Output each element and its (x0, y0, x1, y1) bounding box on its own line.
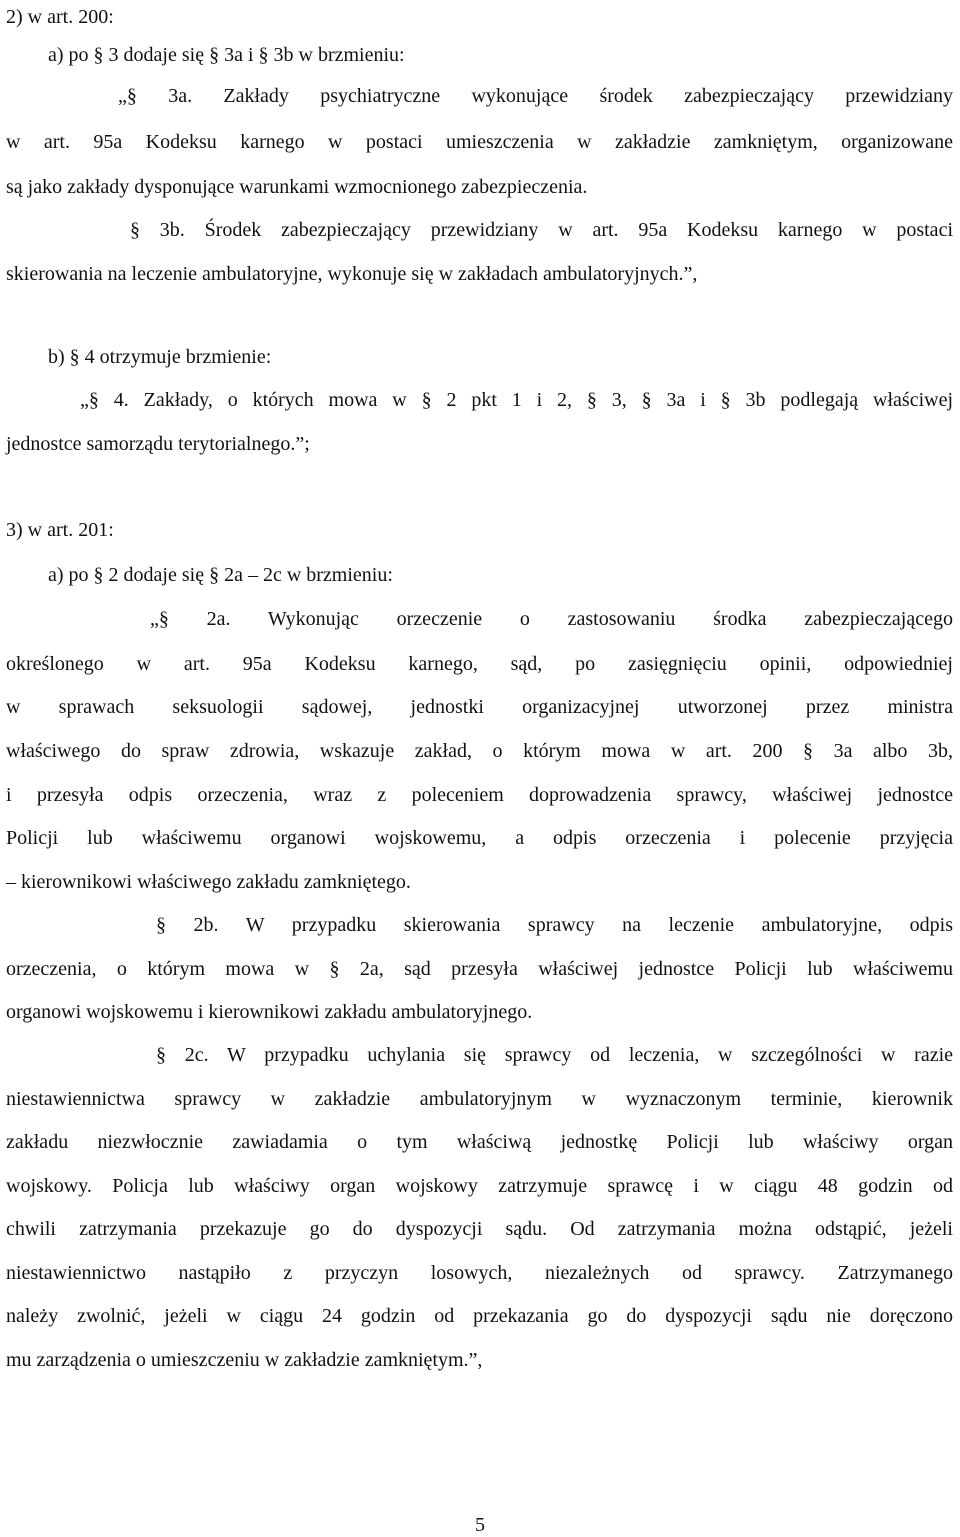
text-line: są jako zakłady dysponujące warunkami wzmocnionego zabezpieczenia. (6, 176, 588, 198)
text-line: „§ 3a. Zakłady psychiatryczne wykonujące środek zabezpieczający przewidziany (118, 85, 953, 107)
text-line: organowi wojskowemu i kierownikowi zakładu ambulatoryjnego. (6, 1001, 533, 1023)
text-line: b) § 4 otrzymuje brzmienie: (48, 346, 272, 368)
text-line: – kierownikowi właściwego zakładu zamkniętego. (6, 871, 411, 893)
text-line: jednostce samorządu terytorialnego.”; (6, 433, 310, 455)
text-line: w sprawach seksuologii sądowej, jednostki organizacyjnej utworzonej przez ministra (6, 696, 953, 718)
text-line: a) po § 2 dodaje się § 2a – 2c w brzmieniu: (48, 564, 393, 586)
text-line: orzeczenia, o którym mowa w § 2a, sąd przesyła właściwej jednostce Policji lub właściwemu (6, 958, 953, 980)
text-line: 2) w art. 200: (6, 6, 114, 28)
text-line: „§ 2a. Wykonując orzeczenie o zastosowaniu środka zabezpieczającego (150, 608, 953, 630)
text-line: w art. 95a Kodeksu karnego w postaci umieszczenia w zakładzie zamkniętym, organizowane (6, 131, 953, 153)
text-line: § 2c. W przypadku uchylania się sprawcy od leczenia, w szczególności w razie (156, 1044, 953, 1066)
text-line: § 2b. W przypadku skierowania sprawcy na leczenie ambulatoryjne, odpis (156, 914, 953, 936)
text-line: „§ 4. Zakłady, o których mowa w § 2 pkt 1 i 2, § 3, § 3a i § 3b podlegają właściwej (80, 389, 953, 411)
text-line: 3) w art. 201: (6, 519, 114, 541)
text-line: i przesyła odpis orzeczenia, wraz z poleceniem doprowadzenia sprawcy, właściwej jednostce (6, 784, 953, 806)
text-line: niestawiennictwo nastąpiło z przyczyn losowych, niezależnych od sprawcy. Zatrzymanego (6, 1262, 953, 1284)
text-line: zakładu niezwłocznie zawiadamia o tym właściwą jednostkę Policji lub właściwy organ (6, 1131, 953, 1153)
text-line: należy zwolnić, jeżeli w ciągu 24 godzin od przekazania go do dyspozycji sądu nie doręczono (6, 1305, 953, 1327)
text-line: chwili zatrzymania przekazuje go do dyspozycji sądu. Od zatrzymania można odstąpić, jeżeli (6, 1218, 953, 1240)
text-line: właściwego do spraw zdrowia, wskazuje zakład, o którym mowa w art. 200 § 3a albo 3b, (6, 740, 953, 762)
text-line: § 3b. Środek zabezpieczający przewidziany w art. 95a Kodeksu karnego w postaci (130, 219, 953, 241)
text-line: a) po § 3 dodaje się § 3a i § 3b w brzmieniu: (48, 44, 405, 66)
text-line: wojskowy. Policja lub właściwy organ wojskowy zatrzymuje sprawcę i w ciągu 48 godzin od (6, 1175, 953, 1197)
text-line: określonego w art. 95a Kodeksu karnego, sąd, po zasięgnięciu opinii, odpowiedniej (6, 653, 953, 675)
page-number: 5 (475, 1514, 485, 1536)
text-line: mu zarządzenia o umieszczeniu w zakładzie zamkniętym.”, (6, 1349, 483, 1371)
text-line: niestawiennictwa sprawcy w zakładzie ambulatoryjnym w wyznaczonym terminie, kierownik (6, 1088, 953, 1110)
text-line: skierowania na leczenie ambulatoryjne, wykonuje się w zakładach ambulatoryjnych.”, (6, 263, 698, 285)
text-line: Policji lub właściwemu organowi wojskowemu, a odpis orzeczenia i polecenie przyjęcia (6, 827, 953, 849)
